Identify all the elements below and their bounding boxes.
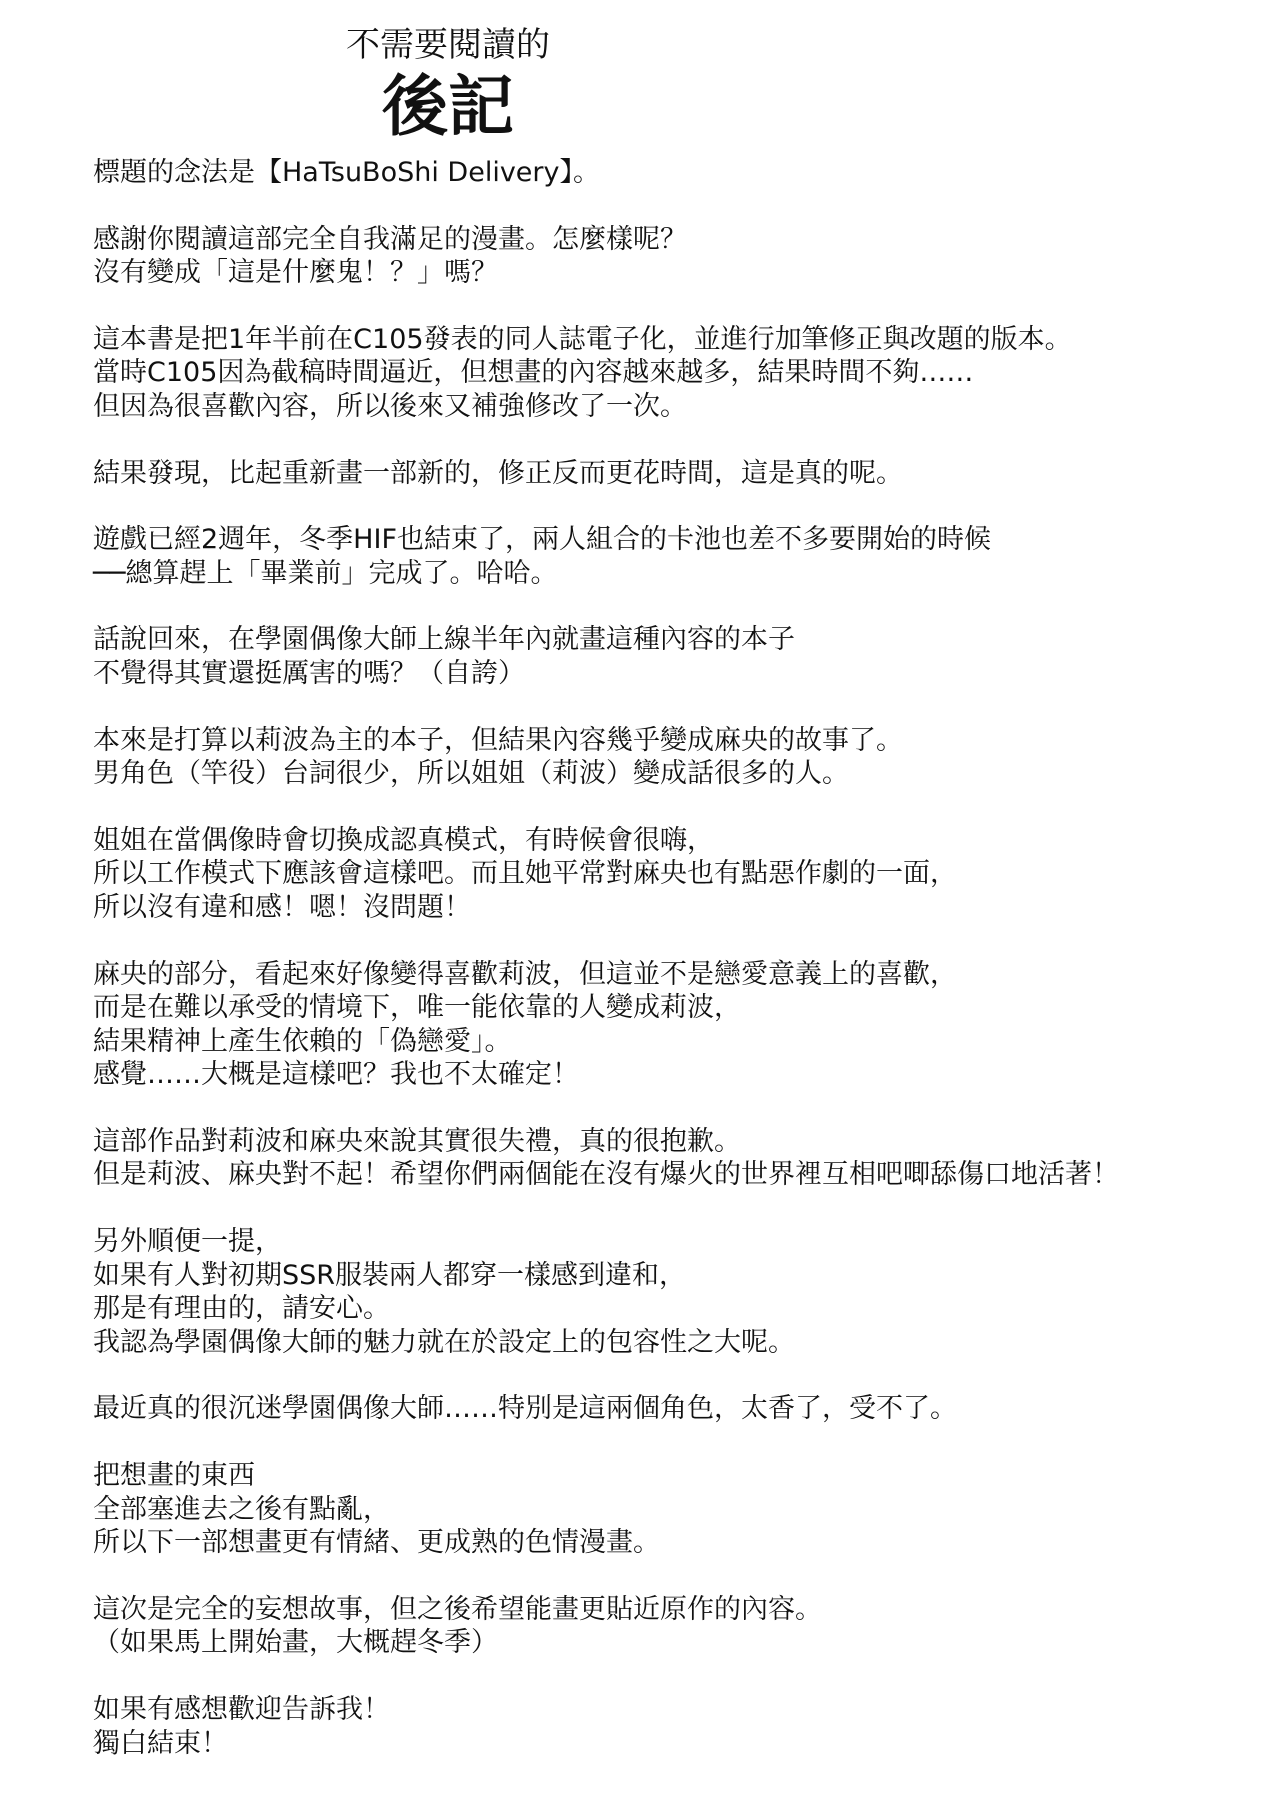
text-line: 如果有感想歡迎告訴我！: [93, 1694, 390, 1725]
text-line: 感謝你閱讀這部完全自我滿足的漫畫。怎麼樣呢？: [93, 223, 687, 255]
page-title: 後記: [382, 67, 514, 145]
text-line: 我認為學園偶像大師的魅力就在於設定上的包容性之大呢。: [93, 1326, 795, 1358]
paragraph: [93, 824, 1263, 925]
text-line: （如果馬上開始畫，大概趕冬季）: [93, 1627, 498, 1659]
text-line: 所以下一部想畫更有情緒、更成熟的色情漫畫。: [93, 1527, 660, 1559]
text-line: ──總算趕上「畢業前」完成了。哈哈。: [93, 557, 558, 589]
text-line: 本來是打算以莉波為主的本子，但結果內容幾乎變成麻央的故事了。: [93, 724, 903, 756]
text-line: 這次是完全的妄想故事，但之後希望能畫更貼近原作的內容。: [93, 1593, 822, 1625]
paragraph: [93, 1125, 1263, 1192]
text-line: 但因為很喜歡內容，所以後來又補強修改了一次。: [93, 390, 687, 422]
paragraph: [93, 1392, 1263, 1426]
afterword-body: [93, 156, 1263, 1793]
paragraph: [93, 724, 1263, 791]
text-line: 麻央的部分，看起來好像變得喜歡莉波，但這並不是戀愛意義上的喜歡，: [93, 958, 957, 990]
paragraph: [93, 1593, 1263, 1660]
text-line: 遊戲已經2週年，冬季HIF也結束了，兩人組合的卡池也差不多要開始的時候: [93, 524, 991, 556]
text-line: 另外順便一提，: [93, 1226, 282, 1258]
paragraph: [93, 1225, 1263, 1359]
text-line: 所以工作模式下應該會這樣吧。而且她平常對麻央也有點惡作劇的一面，: [93, 858, 957, 890]
paragraph: [93, 623, 1263, 690]
text-line: 標題的念法是【HaTsuBoShi Delivery】。: [93, 157, 601, 188]
text-line: 所以沒有違和感！嗯！沒問題！: [93, 891, 471, 923]
paragraph: [93, 1459, 1263, 1560]
text-line: 感覺……大概是這樣吧？我也不太確定！: [93, 1059, 579, 1091]
paragraph: [93, 323, 1263, 424]
text-line: 這部作品對莉波和麻央來說其實很失禮，真的很抱歉。: [93, 1125, 741, 1157]
text-line: 那是有理由的，請安心。: [93, 1293, 390, 1325]
text-line: 沒有變成「這是什麼鬼！？」嗎？: [93, 257, 498, 289]
paragraph: [93, 958, 1263, 1092]
text-line: 結果精神上產生依賴的「偽戀愛」。: [93, 1025, 512, 1057]
text-line: 全部塞進去之後有點亂，: [93, 1493, 390, 1525]
text-line: 但是莉波、麻央對不起！希望你們兩個能在沒有爆火的世界裡互相吧唧舔傷口地活著！: [93, 1159, 1119, 1191]
text-line: 不覺得其實還挺厲害的嗎？（自誇）: [93, 657, 525, 689]
text-line: 而是在難以承受的情境下，唯一能依靠的人變成莉波，: [93, 992, 741, 1024]
text-line: 這本書是把1年半前在C105發表的同人誌電子化，並進行加筆修正與改題的版本。: [93, 323, 1072, 355]
text-line: 獨白結束！: [93, 1727, 228, 1759]
paragraph: [93, 1693, 1263, 1760]
paragraph: [93, 523, 1263, 590]
afterword-header: [338, 22, 558, 144]
text-line: 男角色（竿役）台詞很少，所以姐姐（莉波）變成話很多的人。: [93, 758, 849, 790]
paragraph: [93, 223, 1263, 290]
text-line: 話說回來，在學園偶像大師上線半年內就畫這種內容的本子: [93, 624, 795, 656]
text-line: 最近真的很沉迷學園偶像大師……特別是這兩個角色，太香了，受不了。: [93, 1393, 957, 1425]
paragraph: [93, 156, 1263, 190]
page-subtitle: 不需要閱讀的: [346, 25, 550, 65]
text-line: 當時C105因為截稿時間逼近，但想畫的內容越來越多，結果時間不夠……: [93, 357, 974, 389]
text-line: 結果發現，比起重新畫一部新的，修正反而更花時間，這是真的呢。: [93, 457, 903, 489]
text-line: 姐姐在當偶像時會切換成認真模式，有時候會很嗨，: [93, 824, 714, 856]
text-line: 如果有人對初期SSR服裝兩人都穿一樣感到違和，: [93, 1259, 687, 1291]
text-line: 把想畫的東西: [93, 1460, 255, 1492]
paragraph: [93, 457, 1263, 491]
